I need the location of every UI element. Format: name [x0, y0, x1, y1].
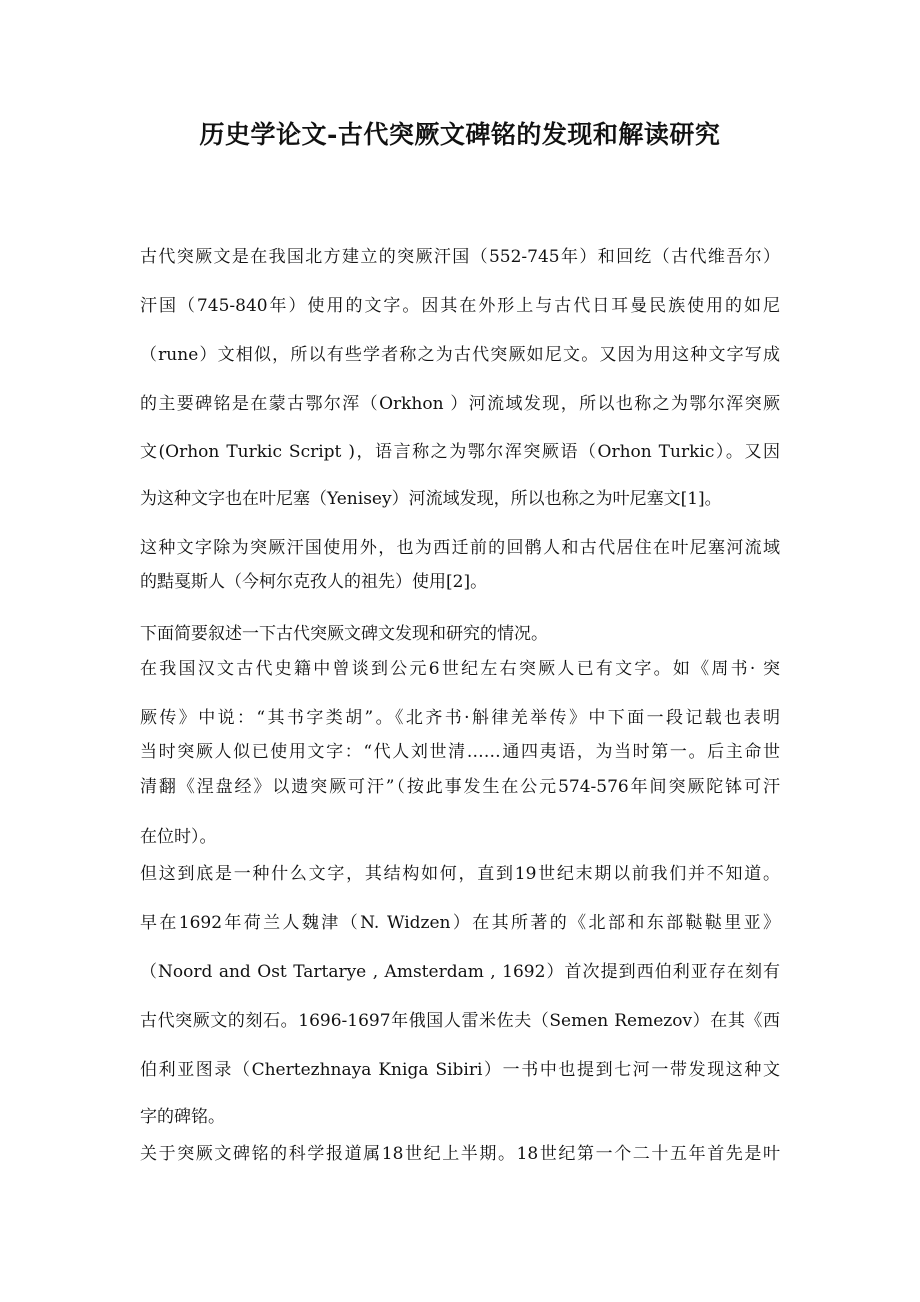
text-line: 的黠戛斯人（今柯尔克孜人的祖先）使用[2]。	[140, 572, 488, 592]
text-line: 但这到底是一种什么文字，其结构如何，直到19世纪末期以前我们并不知道。	[140, 864, 780, 884]
text-line: 清翻《涅盘经》以遗突厥可汗”（按此事发生在公元574-576年间突厥陀钵可汗	[140, 777, 780, 797]
text-line: 古代突厥文的刻石。1696-1697年俄国人雷米佐夫（Semen Remezov）在其《西	[140, 1011, 780, 1031]
text-line: 在位时）。	[140, 827, 217, 847]
text-line: 厥传》中说：“其书字类胡”。《北齐书·斛律羌举传》中下面一段记载也表明	[140, 708, 780, 728]
text-line: 字的碑铭。	[140, 1107, 225, 1127]
text-line: （Noord and Ost Tartarye , Amsterdam , 1692）首次提到西伯利亚存在刻有	[140, 962, 780, 982]
text-line: 汗国（745-840年）使用的文字。因其在外形上与古代日耳曼民族使用的如尼	[140, 296, 780, 316]
text-line: 为这种文字也在叶尼塞（Yenisey）河流域发现，所以也称之为叶尼塞文[1]。	[140, 489, 722, 509]
text-line: 文(Orhon Turkic Script )，语言称之为鄂尔浑突厥语（Orhon Turkic）。又因	[140, 442, 780, 462]
text-line: 关于突厥文碑铭的科学报道属18世纪上半期。18世纪第一个二十五年首先是叶	[140, 1144, 780, 1164]
text-line: 的主要碑铭是在蒙古鄂尔浑（Orkhon ）河流域发现，所以也称之为鄂尔浑突厥	[140, 394, 780, 414]
text-line: 古代突厥文是在我国北方建立的突厥汗国（552-745年）和回纥（古代维吾尔）	[140, 247, 780, 267]
document-title: 历史学论文-古代突厥文碑铭的发现和解读研究	[199, 120, 721, 149]
text-line: 早在1692年荷兰人魏津（N. Widzen）在其所著的《北部和东部鞑鞑里亚》	[140, 913, 780, 933]
text-line: 在我国汉文古代史籍中曾谈到公元6世纪左右突厥人已有文字。如《周书· 突	[140, 659, 780, 679]
text-line: 下面简要叙述一下古代突厥文碑文发现和研究的情况。	[140, 624, 548, 644]
text-line: 这种文字除为突厥汗国使用外，也为西迁前的回鹘人和古代居住在叶尼塞河流域	[140, 538, 780, 558]
text-line: 当时突厥人似已使用文字：“代人刘世清……通四夷语，为当时第一。后主命世	[140, 742, 780, 762]
text-line: （rune）文相似，所以有些学者称之为古代突厥如尼文。又因为用这种文字写成	[140, 345, 780, 365]
text-line: 伯利亚图录（Chertezhnaya Kniga Sibiri）一书中也提到七河一带发现这种文	[140, 1060, 780, 1080]
